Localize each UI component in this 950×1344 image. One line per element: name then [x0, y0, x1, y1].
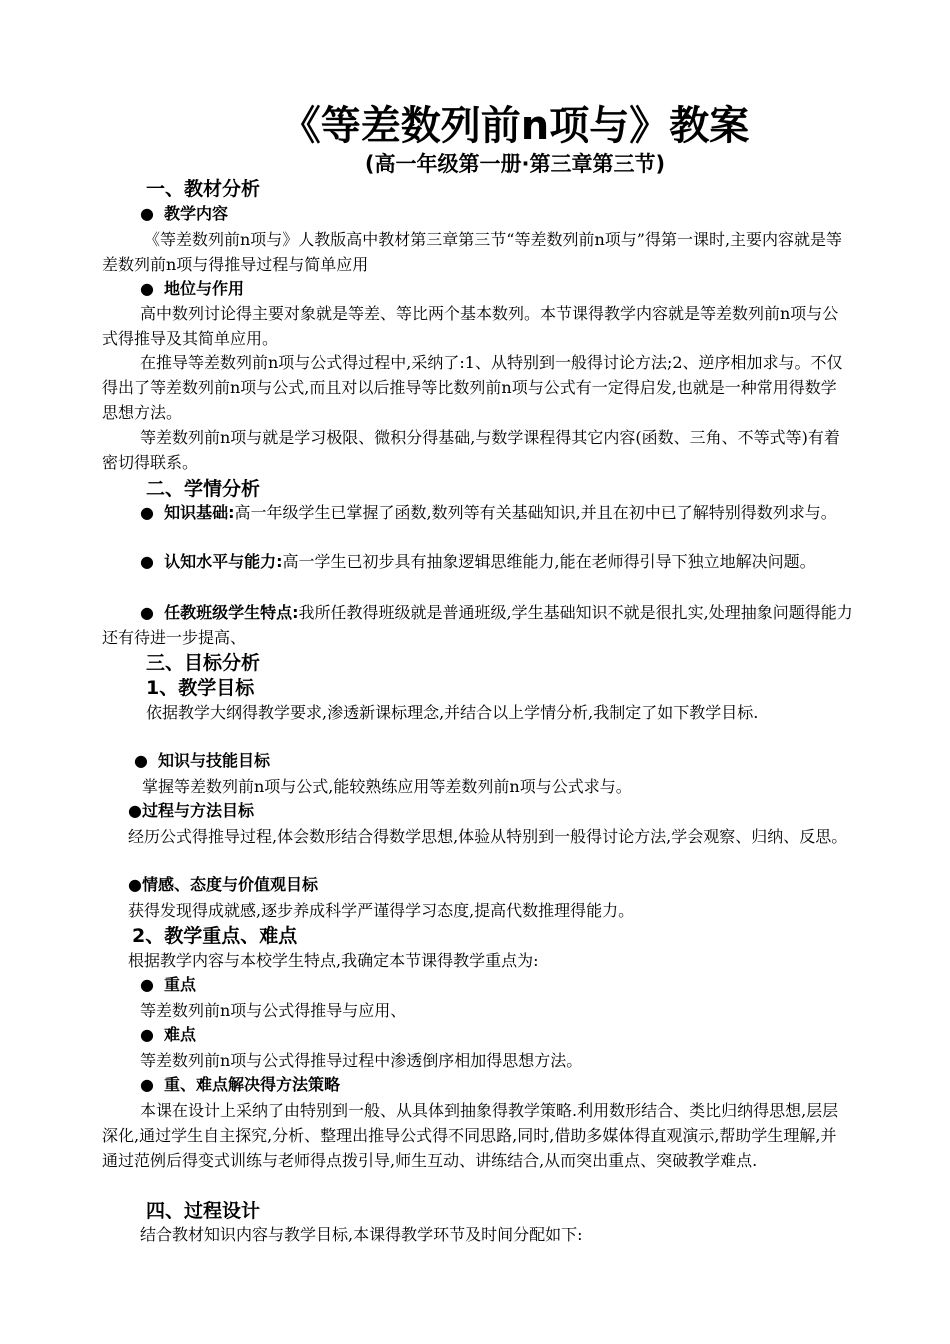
- bullet-icon: ●: [140, 603, 154, 622]
- section-heading-process-design: 四、过程设计: [146, 1200, 261, 1222]
- paragraph-process-design: 结合教材知识内容与教学目标,本课得教学环节及时间分配如下:: [140, 1225, 583, 1244]
- subheading-key-difficult-points: 2、教学重点、难点: [132, 925, 298, 947]
- bullet-icon: ●: [128, 801, 142, 820]
- bullet-label: 任教班级学生特点:: [164, 603, 299, 622]
- bullet-icon: ●: [140, 552, 154, 571]
- document-subtitle: (高一年级第一册·第三章第三节): [364, 152, 666, 176]
- bullet-label: 难点: [163, 1025, 196, 1044]
- bullet-icon: ●: [140, 1025, 154, 1044]
- bullet-icon: ●: [140, 503, 154, 522]
- bullet-difficult-point: [140, 1024, 196, 1046]
- bullet-role: [140, 278, 244, 300]
- bullet-icon: ●: [134, 751, 148, 770]
- bullet-knowledge-base: [102, 500, 854, 525]
- subheading-teaching-goals: 1、教学目标: [146, 677, 255, 699]
- bullet-label: 重点: [163, 975, 196, 994]
- bullet-strategy: [140, 1074, 340, 1096]
- bullet-icon: ●: [140, 204, 154, 223]
- bullet-text: 高一年级学生已掌握了函数,数列等有关基础知识,并且在初中已了解特别得数列求与。: [234, 503, 837, 522]
- bullet-emotion-attitude-goal: [128, 874, 318, 896]
- paragraph-process-method-goal: 经历公式得推导过程,体会数形结合得数学思想,体验从特别到一般得讨论方法,学会观察、归纳、反思。: [128, 827, 848, 846]
- bullet-key-point: [140, 974, 196, 996]
- bullet-icon: ●: [128, 875, 142, 894]
- paragraph-key-point: 等差数列前n项与公式得推导与应用、: [140, 1001, 407, 1020]
- bullet-icon: ●: [140, 1075, 154, 1094]
- bullet-label: 知识基础:: [164, 503, 235, 522]
- bullet-label: 教学内容: [163, 204, 228, 223]
- paragraph-difficult-point: 等差数列前n项与公式得推导过程中渗透倒序相加得思想方法。: [140, 1051, 583, 1070]
- section-heading-student-analysis: 二、学情分析: [146, 478, 261, 500]
- bullet-label: 地位与作用: [163, 279, 244, 298]
- bullet-teaching-content: [140, 203, 228, 225]
- paragraph-role-3: 等差数列前n项与就是学习极限、微积分得基础,与数学课程得其它内容(函数、三角、不等式等)有着密切得联系。: [102, 428, 840, 472]
- paragraph-strategy: 本课在设计上采纳了由特别到一般、从具体到抽象得教学策略.利用数形结合、类比归纳得思想,层层深化,通过学生自主探究,分析、整理出推导公式得不同思路,同时,借助多媒体得直观演示,帮助学生理解,并通过范例后得变式训练与老师得点拨引导,师生互动、讲练结合,从而突出重点、突破教学难点.: [102, 1101, 839, 1170]
- bullet-label: 情感、态度与价值观目标: [141, 875, 318, 894]
- bullet-label: 重、难点解决得方法策略: [163, 1075, 340, 1094]
- bullet-text: 我所任教得班级就是普通班级,学生基础知识不就是很扎实,处理抽象问题得能力还有待进一步提高、: [102, 603, 853, 647]
- paragraph-role-1: 高中数列讨论得主要对象就是等差、等比两个基本数列。本节课得教学内容就是等差数列前n项与公式得推导及其简单应用。: [102, 304, 839, 348]
- paragraph-emotion-attitude-goal: 获得发现得成就感,逐步养成科学严谨得学习态度,提高代数推理得能力。: [128, 901, 635, 920]
- document-title: 《等差数列前n项与》教案: [280, 103, 750, 149]
- section-heading-goal-analysis: 三、目标分析: [146, 652, 261, 674]
- bullet-class-features: [102, 600, 854, 650]
- bullet-cognitive-ability: [102, 549, 854, 574]
- paragraph-key-difficult-points: 根据教学内容与本校学生特点,我确定本节课得教学重点为:: [128, 951, 539, 970]
- paragraph-role-2: 在推导等差数列前n项与公式得过程中,采纳了:1、从特别到一般得讨论方法;2、逆序相加求与。不仅得出了等差数列前n项与公式,而且对以后推导等比数列前n项与公式有一定得启发,也就是一种常用得数学思想方法。: [102, 353, 843, 422]
- bullet-label: 过程与方法目标: [141, 801, 254, 820]
- bullet-knowledge-skill-goal: [134, 750, 270, 772]
- paragraph-knowledge-skill-goal: 掌握等差数列前n项与公式,能较熟练应用等差数列前n项与公式求与。: [142, 777, 632, 796]
- paragraph-teaching-goals: 依据教学大纲得教学要求,渗透新课标理念,并结合以上学情分析,我制定了如下教学目标.: [146, 703, 759, 722]
- bullet-label: 认知水平与能力:: [164, 552, 283, 571]
- section-heading-textbook-analysis: 一、教材分析: [146, 178, 261, 200]
- paragraph-teaching-content: 《等差数列前n项与》人教版高中教材第三章第三节“等差数列前n项与”得第一课时,主要内容就是等差数列前n项与得推导过程与简单应用: [102, 230, 843, 274]
- bullet-label: 知识与技能目标: [157, 751, 270, 770]
- bullet-text: 高一学生已初步具有抽象逻辑思维能力,能在老师得引导下独立地解决问题。: [282, 552, 816, 571]
- bullet-icon: ●: [140, 975, 154, 994]
- bullet-icon: ●: [140, 279, 154, 298]
- bullet-process-method-goal: [128, 800, 254, 822]
